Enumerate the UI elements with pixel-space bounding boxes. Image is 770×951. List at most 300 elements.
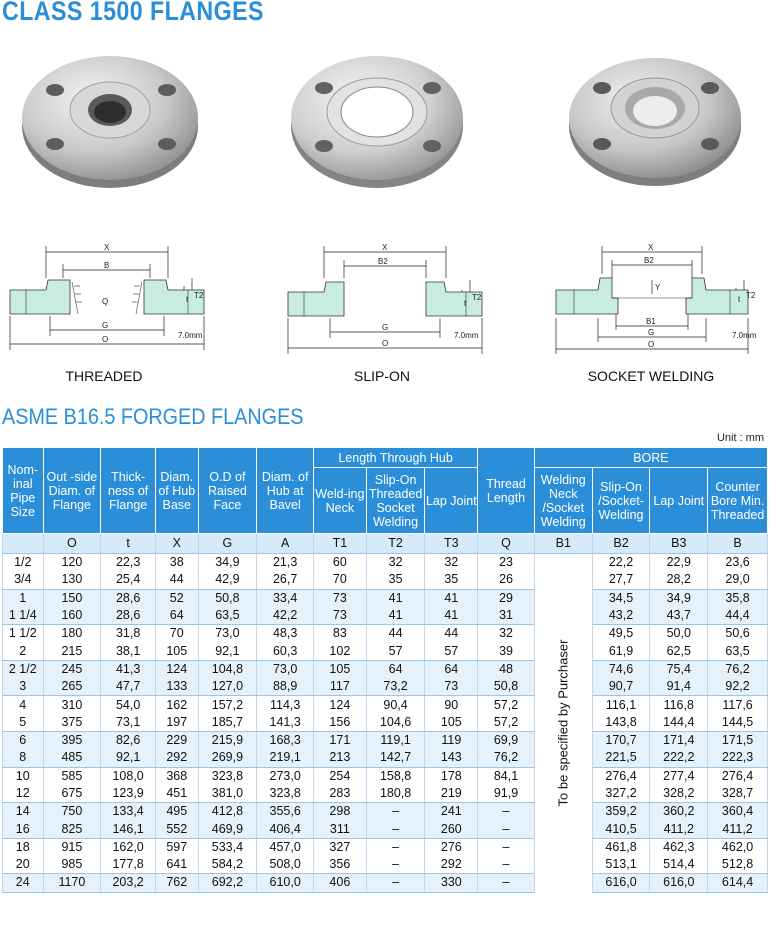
threaded-o-label: O bbox=[102, 335, 109, 344]
table-cell: – bbox=[478, 874, 535, 892]
symbol-cell: G bbox=[198, 534, 257, 554]
table-cell: 146,1 bbox=[101, 820, 156, 838]
table-cell: 513,1 bbox=[592, 856, 650, 874]
header-length-through-hub: Length Through Hub bbox=[314, 448, 478, 468]
table-cell: 292 bbox=[155, 749, 198, 767]
table-cell: 35 bbox=[425, 571, 478, 589]
table-cell: 21,3 bbox=[257, 554, 314, 572]
table-cell: 360,2 bbox=[650, 803, 708, 821]
table-cell: 50,8 bbox=[198, 589, 257, 607]
table-cell: 60 bbox=[314, 554, 367, 572]
table-cell: 64 bbox=[155, 607, 198, 625]
table-cell: 127,0 bbox=[198, 678, 257, 696]
table-cell: 124 bbox=[314, 696, 367, 714]
table-cell: 92,1 bbox=[101, 749, 156, 767]
nps-cell: 1/2 bbox=[3, 554, 44, 572]
table-cell: 327,2 bbox=[592, 785, 650, 803]
table-cell: 41 bbox=[425, 607, 478, 625]
table-cell: 114,3 bbox=[257, 696, 314, 714]
purchaser-note-cell bbox=[534, 554, 592, 893]
table-cell: 168,3 bbox=[257, 731, 314, 749]
table-cell: – bbox=[366, 803, 425, 821]
table-cell: 73 bbox=[314, 607, 367, 625]
table-cell: 35,8 bbox=[708, 589, 768, 607]
table-row bbox=[3, 589, 768, 607]
table-cell: 1170 bbox=[43, 874, 101, 892]
table-cell: 461,8 bbox=[592, 838, 650, 856]
table-cell: 157,2 bbox=[198, 696, 257, 714]
table-row bbox=[3, 660, 768, 678]
table-cell: 552 bbox=[155, 820, 198, 838]
table-cell: 171 bbox=[314, 731, 367, 749]
table-cell: 34,9 bbox=[198, 554, 257, 572]
nps-cell: 1 1/4 bbox=[3, 607, 44, 625]
table-cell: 178 bbox=[425, 767, 478, 785]
nps-cell: 2 bbox=[3, 642, 44, 660]
table-cell: 485 bbox=[43, 749, 101, 767]
slip-on-b2-label: B2 bbox=[378, 257, 388, 266]
symbol-row bbox=[3, 534, 768, 554]
table-cell: 44,4 bbox=[708, 607, 768, 625]
table-cell: 42,9 bbox=[198, 571, 257, 589]
table-cell: 44 bbox=[366, 625, 425, 643]
table-cell: 170,7 bbox=[592, 731, 650, 749]
table-cell: – bbox=[366, 820, 425, 838]
table-cell: 162 bbox=[155, 696, 198, 714]
table-cell: 90 bbox=[425, 696, 478, 714]
table-cell: 241 bbox=[425, 803, 478, 821]
nps-cell: 5 bbox=[3, 714, 44, 732]
table-cell: 584,2 bbox=[198, 856, 257, 874]
table-cell: 105 bbox=[425, 714, 478, 732]
table-cell: 641 bbox=[155, 856, 198, 874]
table-row bbox=[3, 767, 768, 785]
nps-cell: 4 bbox=[3, 696, 44, 714]
table-cell: 119 bbox=[425, 731, 478, 749]
table-cell: 328,2 bbox=[650, 785, 708, 803]
table-cell: 750 bbox=[43, 803, 101, 821]
table-cell: 327 bbox=[314, 838, 367, 856]
table-row bbox=[3, 642, 768, 660]
table-cell: 48,3 bbox=[257, 625, 314, 643]
table-cell: 63,5 bbox=[708, 642, 768, 660]
header-bore: BORE bbox=[534, 448, 767, 468]
table-cell: 22,3 bbox=[101, 554, 156, 572]
table-cell: 63,5 bbox=[198, 607, 257, 625]
table-cell: 276,4 bbox=[592, 767, 650, 785]
table-cell: 76,2 bbox=[478, 749, 535, 767]
flange-dimensions-table bbox=[2, 447, 768, 893]
table-cell: 73 bbox=[314, 589, 367, 607]
table-cell: 64 bbox=[366, 660, 425, 678]
nps-cell: 3 bbox=[3, 678, 44, 696]
table-cell: 142,7 bbox=[366, 749, 425, 767]
table-row bbox=[3, 731, 768, 749]
table-cell: 42,2 bbox=[257, 607, 314, 625]
table-cell: 180,8 bbox=[366, 785, 425, 803]
slip-on-o-label: O bbox=[382, 339, 389, 348]
symbol-cell: t bbox=[101, 534, 156, 554]
table-cell: 133 bbox=[155, 678, 198, 696]
table-cell: 28,6 bbox=[101, 607, 156, 625]
table-cell: 215,9 bbox=[198, 731, 257, 749]
symbol-cell: O bbox=[43, 534, 101, 554]
table-cell: 54,0 bbox=[101, 696, 156, 714]
socket-b2-label: B2 bbox=[644, 256, 654, 265]
socket-y-label: Y bbox=[655, 283, 661, 292]
socket-mm-label: 7.0mm bbox=[732, 331, 757, 340]
table-cell: 215 bbox=[43, 642, 101, 660]
header-slip-on-threaded: Slip-On Threaded Socket Welding bbox=[366, 468, 425, 534]
table-cell: 35 bbox=[366, 571, 425, 589]
table-cell: 328,7 bbox=[708, 785, 768, 803]
table-cell: 49,5 bbox=[592, 625, 650, 643]
table-cell: 28,2 bbox=[650, 571, 708, 589]
table-cell: 116,1 bbox=[592, 696, 650, 714]
symbol-cell: A bbox=[257, 534, 314, 554]
table-cell: 120 bbox=[43, 554, 101, 572]
table-cell: 43,2 bbox=[592, 607, 650, 625]
table-cell: 92,1 bbox=[198, 642, 257, 660]
threaded-diagram bbox=[8, 238, 228, 363]
table-cell: 359,2 bbox=[592, 803, 650, 821]
table-cell: 277,4 bbox=[650, 767, 708, 785]
table-cell: 44 bbox=[155, 571, 198, 589]
table-cell: 60,3 bbox=[257, 642, 314, 660]
table-cell: 245 bbox=[43, 660, 101, 678]
nps-cell: 1 bbox=[3, 589, 44, 607]
table-cell: 219,1 bbox=[257, 749, 314, 767]
table-cell: 160 bbox=[43, 607, 101, 625]
table-row bbox=[3, 554, 768, 572]
table-cell: 368 bbox=[155, 767, 198, 785]
socket-welding-diagram bbox=[552, 238, 770, 363]
header-bore-slip-on: Slip-On /Socket-Welding bbox=[592, 468, 650, 534]
symbol-cell: B2 bbox=[592, 534, 650, 554]
table-cell: 73,0 bbox=[198, 625, 257, 643]
symbol-cell: B3 bbox=[650, 534, 708, 554]
table-cell: 90,7 bbox=[592, 678, 650, 696]
table-cell: 124 bbox=[155, 660, 198, 678]
table-cell: – bbox=[478, 856, 535, 874]
table-cell: 29,0 bbox=[708, 571, 768, 589]
symbol-cell: B1 bbox=[534, 534, 592, 554]
table-cell: 34,5 bbox=[592, 589, 650, 607]
table-cell: 985 bbox=[43, 856, 101, 874]
table-cell: 495 bbox=[155, 803, 198, 821]
table-cell: 375 bbox=[43, 714, 101, 732]
symbol-cell: T2 bbox=[366, 534, 425, 554]
table-cell: 533,4 bbox=[198, 838, 257, 856]
table-cell: 298 bbox=[314, 803, 367, 821]
page-title: CLASS 1500 FLANGES bbox=[2, 0, 264, 26]
table-cell: 614,4 bbox=[708, 874, 768, 892]
table-cell: 41 bbox=[366, 589, 425, 607]
symbol-cell: B bbox=[708, 534, 768, 554]
threaded-flange-image bbox=[15, 38, 205, 198]
slip-on-mm-label: 7.0mm bbox=[454, 331, 479, 340]
table-cell: 616,0 bbox=[650, 874, 708, 892]
table-cell: 73,0 bbox=[257, 660, 314, 678]
table-cell: 52 bbox=[155, 589, 198, 607]
table-cell: – bbox=[366, 838, 425, 856]
table-cell: 171,4 bbox=[650, 731, 708, 749]
table-cell: 406 bbox=[314, 874, 367, 892]
header-lap-joint: Lap Joint bbox=[425, 468, 478, 534]
table-cell: 91,9 bbox=[478, 785, 535, 803]
nps-cell: 3/4 bbox=[3, 571, 44, 589]
header-bore-counter: Counter Bore Min. Threaded bbox=[708, 468, 768, 534]
table-cell: 381,0 bbox=[198, 785, 257, 803]
table-cell: 276,4 bbox=[708, 767, 768, 785]
table-cell: 116,8 bbox=[650, 696, 708, 714]
table-cell: 462,0 bbox=[708, 838, 768, 856]
table-cell: 27,7 bbox=[592, 571, 650, 589]
table-cell: 105 bbox=[155, 642, 198, 660]
table-cell: 141,3 bbox=[257, 714, 314, 732]
nps-cell: 10 bbox=[3, 767, 44, 785]
table-cell: 462,3 bbox=[650, 838, 708, 856]
flange-photos bbox=[0, 38, 770, 198]
slip-on-g-label: G bbox=[382, 323, 389, 332]
table-cell: 82,6 bbox=[101, 731, 156, 749]
table-cell: 38,1 bbox=[101, 642, 156, 660]
table-cell: 61,9 bbox=[592, 642, 650, 660]
table-cell: 32 bbox=[478, 625, 535, 643]
slip-on-t-label: t bbox=[464, 299, 467, 308]
table-cell: 41 bbox=[366, 607, 425, 625]
section-title: ASME B16.5 FORGED FLANGES bbox=[2, 404, 304, 429]
socket-x-label: X bbox=[648, 243, 654, 252]
table-cell: 180 bbox=[43, 625, 101, 643]
nps-cell: 18 bbox=[3, 838, 44, 856]
table-cell: 74,6 bbox=[592, 660, 650, 678]
symbol-cell: T3 bbox=[425, 534, 478, 554]
table-row bbox=[3, 696, 768, 714]
table-cell: 150 bbox=[43, 589, 101, 607]
table-cell: 395 bbox=[43, 731, 101, 749]
table-cell: 47,7 bbox=[101, 678, 156, 696]
table-cell: 22,2 bbox=[592, 554, 650, 572]
table-cell: 222,3 bbox=[708, 749, 768, 767]
table-cell: 73,1 bbox=[101, 714, 156, 732]
table-cell: 411,2 bbox=[650, 820, 708, 838]
table-cell: 512,8 bbox=[708, 856, 768, 874]
threaded-t2-label: T2 bbox=[194, 291, 204, 300]
caption-socket-welding: SOCKET WELDING bbox=[587, 368, 715, 384]
table-cell: 64 bbox=[425, 660, 478, 678]
table-cell: 104,6 bbox=[366, 714, 425, 732]
table-cell: 44 bbox=[425, 625, 478, 643]
nps-cell: 14 bbox=[3, 803, 44, 821]
socket-g-label: G bbox=[648, 328, 655, 337]
table-cell: 203,2 bbox=[101, 874, 156, 892]
threaded-q-label: Q bbox=[102, 297, 109, 306]
table-row bbox=[3, 856, 768, 874]
table-cell: 221,5 bbox=[592, 749, 650, 767]
table-cell: 323,8 bbox=[198, 767, 257, 785]
table-cell: 412,8 bbox=[198, 803, 257, 821]
header-thread-length: Thread Length bbox=[478, 448, 535, 534]
caption-slip-on: SLIP-ON bbox=[353, 368, 410, 384]
table-cell: 177,8 bbox=[101, 856, 156, 874]
table-cell: 616,0 bbox=[592, 874, 650, 892]
table-cell: 825 bbox=[43, 820, 101, 838]
table-cell: 406,4 bbox=[257, 820, 314, 838]
symbol-cell: T1 bbox=[314, 534, 367, 554]
table-cell: 50,0 bbox=[650, 625, 708, 643]
table-cell: 75,4 bbox=[650, 660, 708, 678]
table-row bbox=[3, 749, 768, 767]
table-cell: 69,9 bbox=[478, 731, 535, 749]
table-cell: 585 bbox=[43, 767, 101, 785]
symbol-cell: Q bbox=[478, 534, 535, 554]
symbol-cell: X bbox=[155, 534, 198, 554]
table-body bbox=[3, 534, 768, 893]
table-cell: 144,5 bbox=[708, 714, 768, 732]
table-cell: 31,8 bbox=[101, 625, 156, 643]
nps-cell: 12 bbox=[3, 785, 44, 803]
table-cell: 133,4 bbox=[101, 803, 156, 821]
table-cell: 22,9 bbox=[650, 554, 708, 572]
table-cell: 57 bbox=[425, 642, 478, 660]
slip-on-flange-image bbox=[282, 38, 472, 198]
nps-cell: 8 bbox=[3, 749, 44, 767]
table-cell: 597 bbox=[155, 838, 198, 856]
table-cell: 311 bbox=[314, 820, 367, 838]
table-cell: 276 bbox=[425, 838, 478, 856]
table-cell: 41,3 bbox=[101, 660, 156, 678]
table-cell: 213 bbox=[314, 749, 367, 767]
table-cell: 57,2 bbox=[478, 714, 535, 732]
table-cell: 356 bbox=[314, 856, 367, 874]
table-cell: 457,0 bbox=[257, 838, 314, 856]
threaded-mm-label: 7.0mm bbox=[178, 331, 203, 340]
table-cell: 39 bbox=[478, 642, 535, 660]
table-cell: 70 bbox=[314, 571, 367, 589]
table-cell: 219 bbox=[425, 785, 478, 803]
threaded-t-label: t bbox=[186, 295, 189, 304]
table-cell: 675 bbox=[43, 785, 101, 803]
table-cell: 32 bbox=[366, 554, 425, 572]
table-row bbox=[3, 625, 768, 643]
table-cell: 222,2 bbox=[650, 749, 708, 767]
table-cell: 104,8 bbox=[198, 660, 257, 678]
table-cell: 73,2 bbox=[366, 678, 425, 696]
table-row bbox=[3, 874, 768, 892]
table-cell: 185,7 bbox=[198, 714, 257, 732]
table-cell: – bbox=[366, 856, 425, 874]
table-cell: 83 bbox=[314, 625, 367, 643]
header-bore-lap-joint: Lap Joint bbox=[650, 468, 708, 534]
nps-cell: 20 bbox=[3, 856, 44, 874]
table-cell: 88,9 bbox=[257, 678, 314, 696]
table-cell: 508,0 bbox=[257, 856, 314, 874]
header-bore-welding-neck: Welding Neck /Socket Welding bbox=[534, 468, 592, 534]
table-cell: 143,8 bbox=[592, 714, 650, 732]
slip-on-diagram bbox=[286, 238, 506, 363]
table-cell: 73 bbox=[425, 678, 478, 696]
table-cell: 260 bbox=[425, 820, 478, 838]
table-cell: – bbox=[478, 820, 535, 838]
flange-diagrams bbox=[0, 238, 770, 368]
header-raised-face: O.D of Raised Face bbox=[198, 448, 257, 534]
table-cell: 119,1 bbox=[366, 731, 425, 749]
table-row bbox=[3, 803, 768, 821]
socket-welding-flange-image bbox=[560, 38, 750, 198]
socket-t-label: t bbox=[738, 295, 741, 304]
header-thickness: Thick-ness of Flange bbox=[101, 448, 156, 534]
table-cell: 283 bbox=[314, 785, 367, 803]
table-cell: 411,2 bbox=[708, 820, 768, 838]
table-cell: – bbox=[366, 874, 425, 892]
table-cell: 90,4 bbox=[366, 696, 425, 714]
table-cell: 692,2 bbox=[198, 874, 257, 892]
table-cell: 91,4 bbox=[650, 678, 708, 696]
table-cell: 70 bbox=[155, 625, 198, 643]
table-cell: 25,4 bbox=[101, 571, 156, 589]
table-cell: – bbox=[478, 803, 535, 821]
table-cell: 273,0 bbox=[257, 767, 314, 785]
table-cell: 162,0 bbox=[101, 838, 156, 856]
table-cell: 469,9 bbox=[198, 820, 257, 838]
table-cell: 108,0 bbox=[101, 767, 156, 785]
table-cell: 57,2 bbox=[478, 696, 535, 714]
table-cell: 23,6 bbox=[708, 554, 768, 572]
table-cell: 915 bbox=[43, 838, 101, 856]
table-cell: 171,5 bbox=[708, 731, 768, 749]
nps-cell: 2 1/2 bbox=[3, 660, 44, 678]
table-cell: 310 bbox=[43, 696, 101, 714]
threaded-b-label: B bbox=[104, 261, 110, 270]
table-row bbox=[3, 820, 768, 838]
table-cell: 76,2 bbox=[708, 660, 768, 678]
header-welding-neck: Weld-ing Neck bbox=[314, 468, 367, 534]
table-cell: 50,8 bbox=[478, 678, 535, 696]
table-cell: 50,6 bbox=[708, 625, 768, 643]
table-cell: 57 bbox=[366, 642, 425, 660]
table-cell: 197 bbox=[155, 714, 198, 732]
socket-t2-label: T2 bbox=[746, 291, 756, 300]
symbol-cell bbox=[3, 534, 44, 554]
table-row bbox=[3, 571, 768, 589]
threaded-x-label: X bbox=[104, 243, 110, 252]
table-cell: 105 bbox=[314, 660, 367, 678]
table-cell: 29 bbox=[478, 589, 535, 607]
table-cell: 32 bbox=[425, 554, 478, 572]
table-cell: 26 bbox=[478, 571, 535, 589]
caption-threaded: THREADED bbox=[65, 368, 143, 384]
table-cell: – bbox=[478, 838, 535, 856]
table-cell: 102 bbox=[314, 642, 367, 660]
table-cell: 610,0 bbox=[257, 874, 314, 892]
table-cell: 330 bbox=[425, 874, 478, 892]
header-outside-diam: Out -side Diam. of Flange bbox=[43, 448, 101, 534]
table-cell: 323,8 bbox=[257, 785, 314, 803]
header-hub-bevel: Diam. of Hub at Bavel bbox=[257, 448, 314, 534]
table-cell: 269,9 bbox=[198, 749, 257, 767]
table-cell: 143 bbox=[425, 749, 478, 767]
socket-b1-label: B1 bbox=[646, 317, 656, 326]
purchaser-note: To be specified by Purchaser bbox=[555, 639, 571, 807]
table-cell: 355,6 bbox=[257, 803, 314, 821]
table-cell: 360,4 bbox=[708, 803, 768, 821]
table-row bbox=[3, 838, 768, 856]
unit-label: Unit : mm bbox=[716, 432, 764, 444]
table-cell: 23 bbox=[478, 554, 535, 572]
slip-on-t2-label: T2 bbox=[472, 293, 482, 302]
table-cell: 26,7 bbox=[257, 571, 314, 589]
